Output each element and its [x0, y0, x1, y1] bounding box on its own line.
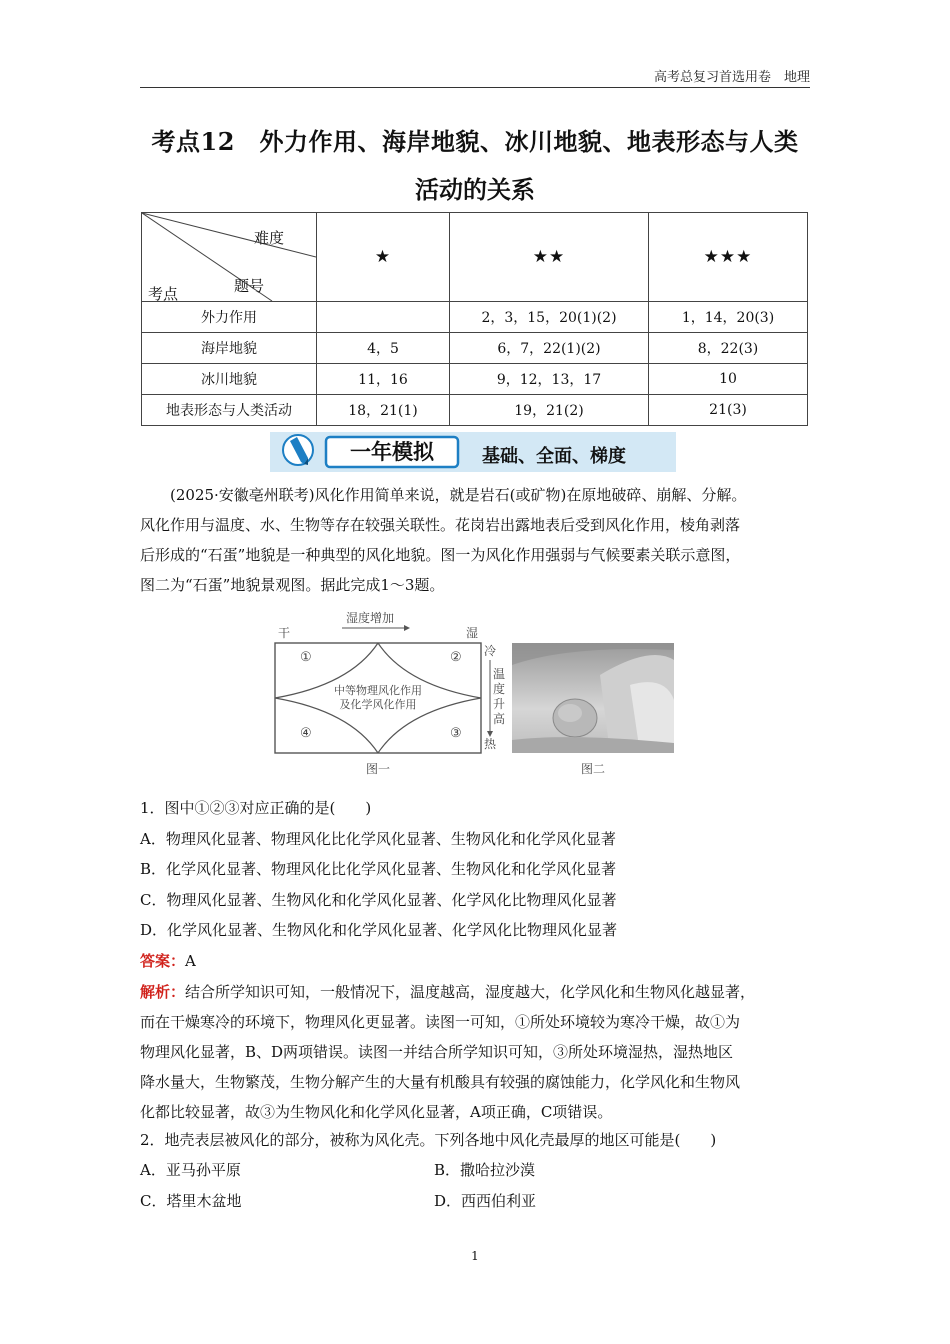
row-cell	[317, 302, 450, 333]
row-topic: 外力作用	[142, 302, 317, 333]
q1-analysis-line-4: 降水量大，生物繁茂，生物分解产生的大量有机酸具有较强的腐蚀能力，化学风化和生物风	[140, 1073, 741, 1091]
row-topic: 冰川地貌	[142, 364, 317, 395]
topic-label: 考点	[148, 285, 179, 303]
row-cell: 1，14，20(3)	[649, 302, 808, 333]
question-2-stem: 2．地壳表层被风化的部分，被称为风化壳。下列各地中风化壳最厚的地区可能是( )	[140, 1131, 717, 1149]
row-cell: 21(3)	[649, 395, 808, 426]
row-cell: 2，3，15，20(1)(2)	[450, 302, 649, 333]
center-text-1: 中等物理风化作用	[334, 684, 422, 697]
temp-char-4: 高	[493, 712, 506, 726]
table-row	[142, 302, 808, 333]
row-cell: 18，21(1)	[317, 395, 450, 426]
q2-option-c: C．塔里木盆地	[140, 1192, 242, 1210]
q2-option-d: D．西西伯利亚	[434, 1192, 537, 1210]
dry-label: 干	[278, 626, 291, 640]
question-number-label: 题号	[234, 277, 265, 295]
page-title: 考点12 外力作用、海岸地貌、冰川地貌、地表形态与人类	[151, 127, 799, 156]
answer-label: 答案：	[140, 952, 186, 970]
humidity-increase-label: 湿度增加	[346, 611, 395, 625]
zone-1: ①	[300, 650, 312, 665]
row-cell: 8，22(3)	[649, 333, 808, 364]
center-text-2: 及化学风化作用	[339, 698, 417, 711]
q1-analysis-line-3: 物理风化显著，B、D两项错误。读图一并结合所学知识可知，③所处环境湿热，湿热地区	[140, 1043, 734, 1061]
answer-value: A	[185, 952, 196, 970]
q2-option-a: A．亚马孙平原	[140, 1161, 241, 1179]
figure1-diagram	[275, 610, 505, 776]
zone-4: ④	[300, 726, 312, 741]
figure2-caption: 图二	[580, 762, 606, 776]
banner-label: 一年模拟	[350, 440, 434, 464]
difficulty-label: 难度	[254, 229, 285, 247]
analysis-label: 解析：	[140, 983, 186, 1001]
row-cell: 6，7，22(1)(2)	[450, 333, 649, 364]
temp-char-3: 升	[493, 697, 506, 711]
table-row	[142, 364, 808, 395]
row-cell: 4，5	[317, 333, 450, 364]
question-1-stem: 1．图中①②③对应正确的是( )	[140, 799, 372, 817]
q1-analysis-line-2: 而在干燥寒冷的环境下，物理风化更显著。读图一可知，①所处环境较为寒冷干燥，故①为	[140, 1013, 741, 1031]
difficulty-table	[141, 212, 808, 426]
q1-option-d: D．化学风化显著、生物风化和化学风化显著、化学风化比物理风化显著	[140, 921, 618, 939]
row-cell: 9，12，13，17	[450, 364, 649, 395]
wet-label: 湿	[466, 626, 479, 640]
diagonal-header-cell	[142, 213, 317, 302]
hot-label: 热	[484, 737, 497, 751]
row-topic: 海岸地貌	[142, 333, 317, 364]
q1-option-a: A．物理风化显著、物理风化比化学风化显著、生物风化和化学风化显著	[140, 830, 616, 848]
header-rule	[140, 87, 810, 88]
temp-char-2: 度	[493, 682, 506, 696]
figure1-caption: 图一	[365, 762, 391, 776]
level-2-star: ★★	[450, 213, 649, 302]
table-row	[142, 395, 808, 426]
page-number: 1	[471, 1249, 479, 1263]
row-cell: 10	[649, 364, 808, 395]
level-3-star: ★★★	[649, 213, 808, 302]
figure2-photo	[512, 643, 674, 776]
row-cell: 11，16	[317, 364, 450, 395]
q1-option-c: C．物理风化显著、生物风化和化学风化显著、化学风化比物理风化显著	[140, 891, 617, 909]
q2-option-b: B．撒哈拉沙漠	[434, 1161, 536, 1179]
table-row	[142, 333, 808, 364]
intro-line-4: 图二为“石蛋”地貌景观图。据此完成1～3题。	[140, 576, 445, 594]
intro-line-1: (2025·安徽亳州联考)风化作用简单来说，就是岩石(或矿物)在原地破碎、崩解、分解。	[170, 486, 747, 504]
row-topic: 地表形态与人类活动	[142, 395, 317, 426]
figure-area	[270, 605, 680, 780]
intro-line-3: 后形成的“石蛋”地貌是一种典型的风化地貌。图一为风化作用强弱与气候要素关联示意图，	[140, 546, 741, 564]
analysis-text: 结合所学知识可知，一般情况下，温度越高，湿度越大，化学风化和生物风化越显著，	[185, 983, 756, 1001]
cold-label: 冷	[484, 644, 497, 658]
temp-char-1: 温	[493, 667, 506, 681]
banner-subtitle: 基础、全面、梯度	[482, 446, 626, 467]
level-1-star: ★	[317, 213, 450, 302]
q1-option-b: B．化学风化显著、物理风化比化学风化显著、生物风化和化学风化显著	[140, 860, 617, 878]
intro-line-2: 风化作用与温度、水、生物等存在较强关联性。花岗岩出露地表后受到风化作用，棱角剥落	[140, 516, 741, 534]
row-cell: 19，21(2)	[450, 395, 649, 426]
q1-analysis-line-1	[140, 977, 810, 1007]
q1-answer	[140, 946, 810, 976]
zone-3: ③	[450, 726, 462, 741]
section-banner	[270, 432, 676, 472]
q1-analysis-line-5: 化都比较显著，故③为生物风化和化学风化显著，A项正确，C项错误。	[140, 1103, 613, 1121]
zone-2: ②	[450, 650, 462, 665]
page-title-line2: 活动的关系	[415, 175, 535, 204]
running-header: 高考总复习首选用卷 地理	[653, 70, 810, 85]
